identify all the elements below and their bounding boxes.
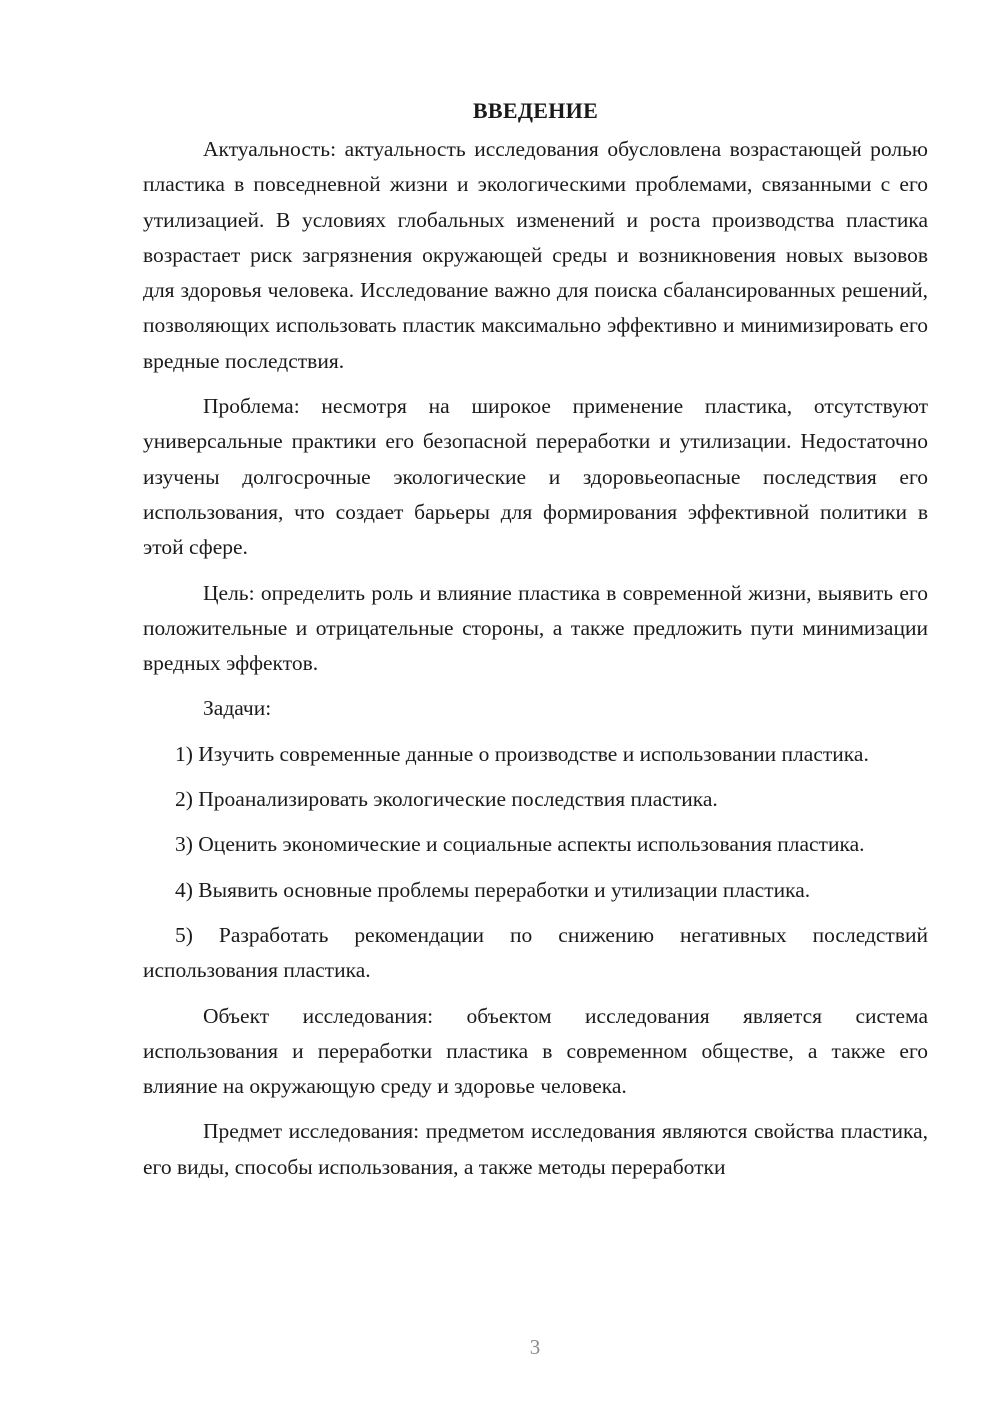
section-title: ВВЕДЕНИЕ [472, 98, 599, 123]
task-item: 5) Разработать рекомендации по снижению негативных последствий использования пластика. [143, 922, 928, 983]
page-content [143, 96, 928, 1195]
paragraph-goal: Цель: определить роль и влияние пластика в современной жизни, выявить его положительные и отрицательные стороны, а также предложить пути минимизации вредных эффектов. [143, 580, 928, 676]
paragraph-subject: Предмет исследования: предметом исследования являются свойства пластика, его виды, способы использования, а также методы переработки [143, 1119, 928, 1179]
task-item: 2) Проанализировать экологические последствия пластика. [175, 787, 718, 812]
paragraph-problem: Проблема: несмотря на широкое применение пластика, отсутствуют универсальные практики его безопасной переработки и утилизации. Недостаточно изучены долгосрочные экологические и здоровьеопасные последствия его использования, что создает барьеры для формирования эффективной политики в этой сфере. [143, 394, 928, 560]
paragraph-relevance: Актуальность: актуальность исследования обусловлена возрастающей ролью пластика в повседневной жизни и экологическими проблемами, связанными с его утилизацией. В условиях глобальных изменений и роста производства пластика возрастает риск загрязнения окружающей среды и возникновения новых вызовов для здоровья человека. Исследование важно для поиска сбалансированных решений, позволяющих использовать пластик максимально эффективно и минимизировать его вредные последствия. [143, 137, 928, 373]
paragraph-object: Объект исследования: объектом исследования является система использования и переработки пластика в современном обществе, а также его влияние на окружающую среду и здоровье человека. [143, 1003, 928, 1099]
task-item: 4) Выявить основные проблемы переработки и утилизации пластика. [175, 877, 811, 902]
tasks-list [143, 737, 928, 989]
page-number: 3 [529, 1335, 541, 1359]
tasks-heading: Задачи: [203, 696, 272, 721]
task-item: 3) Оценить экономические и социальные аспекты использования пластика. [175, 832, 865, 857]
task-item: 1) Изучить современные данные о производстве и использовании пластика. [175, 741, 869, 766]
